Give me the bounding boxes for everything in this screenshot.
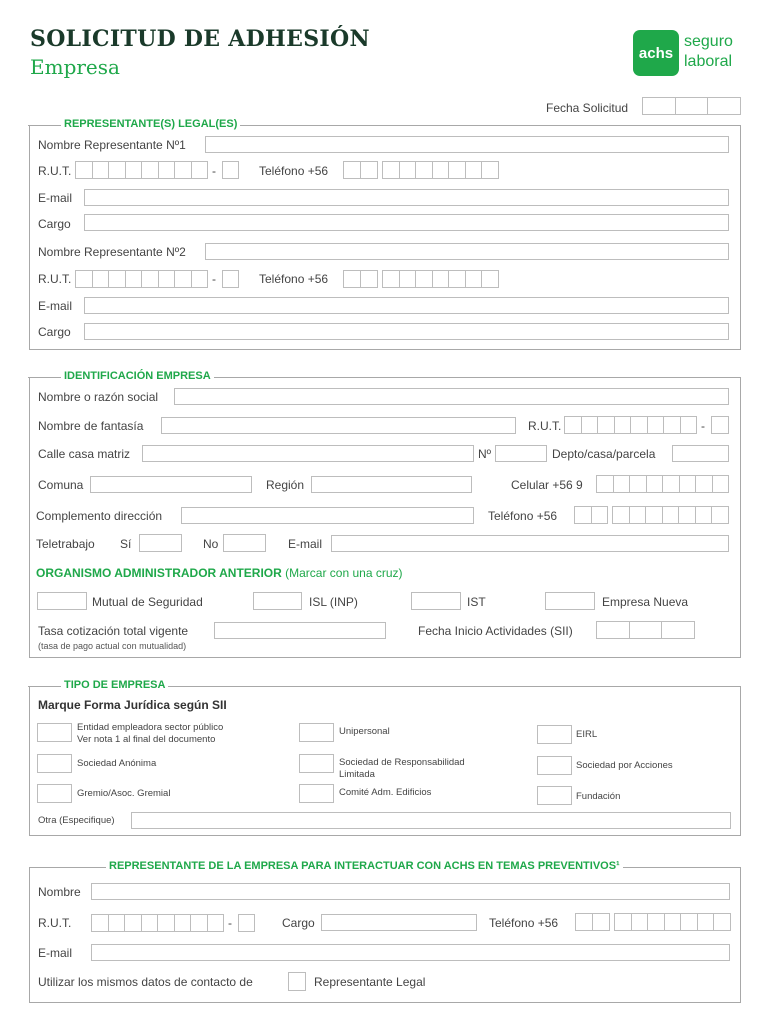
telefono-rep-2-area-input[interactable]: [343, 270, 378, 288]
achs-logo: achs: [633, 30, 679, 76]
rut-rep-2-input[interactable]: [75, 270, 208, 288]
publico-checkbox[interactable]: [37, 723, 72, 742]
region-input[interactable]: [311, 476, 472, 493]
rut-dash: -: [228, 916, 232, 930]
section-legend: TIPO DE EMPRESA: [61, 679, 168, 691]
telefono-preventivo-area-input[interactable]: [575, 913, 610, 931]
email-rep-1-label: E-mail: [38, 191, 73, 205]
eirl-label: EIRL: [576, 729, 598, 740]
rut-dash: -: [212, 272, 216, 286]
email-empresa-label: E-mail: [288, 537, 323, 551]
rut-rep-1-label: R.U.T.: [38, 164, 72, 178]
publico-label-line2: Ver nota 1 al final del documento: [77, 734, 216, 745]
tasa-hint: (tasa de pago actual con mutualidad): [38, 641, 187, 651]
telefono-empresa-label: Teléfono +56: [488, 509, 558, 523]
teletrabajo-si-label: Sí: [120, 537, 132, 551]
nombre-preventivo-label: Nombre: [38, 885, 81, 899]
fantasia-label: Nombre de fantasía: [38, 419, 144, 433]
complemento-label: Complemento dirección: [36, 509, 163, 523]
unipersonal-label: Unipersonal: [339, 726, 390, 737]
rut-rep-2-label: R.U.T.: [38, 272, 72, 286]
fundacion-label: Fundación: [576, 791, 621, 802]
rut-rep-1-input[interactable]: [75, 161, 208, 179]
numero-input[interactable]: [495, 445, 547, 462]
rut-preventivo-label: R.U.T.: [38, 916, 72, 930]
acciones-checkbox[interactable]: [537, 756, 572, 775]
email-preventivo-input[interactable]: [91, 944, 730, 961]
celular-label: Celular +56 9: [511, 478, 583, 492]
cargo-preventivo-label: Cargo: [282, 916, 315, 930]
rut-preventivo-input[interactable]: [91, 914, 224, 932]
depto-input[interactable]: [672, 445, 729, 462]
mismos-datos-label: Utilizar los mismos datos de contacto de: [38, 975, 253, 989]
form-title: SOLICITUD DE ADHESIÓN: [30, 26, 370, 52]
logo-line-2: laboral: [684, 53, 733, 70]
teletrabajo-label: Teletrabajo: [36, 537, 95, 551]
teletrabajo-si-checkbox[interactable]: [139, 534, 182, 552]
limitada-label: [339, 757, 465, 781]
representante-legal-label: Representante Legal: [314, 975, 426, 989]
region-label: Región: [266, 478, 305, 492]
rut-empresa-dv-input[interactable]: [711, 416, 729, 434]
fantasia-input[interactable]: [161, 417, 516, 434]
otra-input[interactable]: [131, 812, 731, 829]
tasa-input[interactable]: [214, 622, 386, 639]
tipo-heading: Marque Forma Jurídica según SII: [38, 698, 227, 712]
gremio-label: Gremio/Asoc. Gremial: [77, 788, 171, 799]
cargo-rep-1-label: Cargo: [38, 217, 71, 231]
fecha-inicio-input[interactable]: [596, 621, 695, 639]
nombre-rep-1-input[interactable]: [205, 136, 729, 153]
limitada-checkbox[interactable]: [299, 754, 334, 773]
telefono-rep-1-input[interactable]: [382, 161, 499, 179]
comite-label: Comité Adm. Edificios: [339, 787, 432, 798]
depto-label: Depto/casa/parcela: [552, 447, 656, 461]
limitada-label-line1: Sociedad de Responsabilidad: [339, 757, 465, 768]
ist-checkbox[interactable]: [411, 592, 461, 610]
razon-social-input[interactable]: [174, 388, 729, 405]
telefono-rep-1-area-input[interactable]: [343, 161, 378, 179]
organismo-heading-text: ORGANISMO ADMINISTRADOR ANTERIOR: [36, 566, 282, 580]
cargo-rep-2-label: Cargo: [38, 325, 71, 339]
email-rep-2-label: E-mail: [38, 299, 73, 313]
rut-empresa-input[interactable]: [564, 416, 697, 434]
section-legend: REPRESENTANTE DE LA EMPRESA PARA INTERACTUAR CON ACHS EN TEMAS PREVENTIVOS¹: [106, 860, 623, 872]
limitada-label-line2: Limitada: [339, 769, 375, 780]
cargo-rep-2-input[interactable]: [84, 323, 729, 340]
comuna-label: Comuna: [38, 478, 84, 492]
rut-empresa-label: R.U.T.: [528, 419, 562, 433]
nombre-rep-2-input[interactable]: [205, 243, 729, 260]
comuna-input[interactable]: [90, 476, 252, 493]
anonima-label: Sociedad Anónima: [77, 758, 157, 769]
calle-input[interactable]: [142, 445, 474, 462]
fecha-solicitud-label: Fecha Solicitud: [546, 101, 629, 115]
rut-preventivo-dv-input[interactable]: [238, 914, 255, 932]
rut-rep-2-dv-input[interactable]: [222, 270, 239, 288]
isl-checkbox[interactable]: [253, 592, 302, 610]
empresa-nueva-label: Empresa Nueva: [602, 595, 689, 609]
section-legend: IDENTIFICACIÓN EMPRESA: [61, 370, 214, 382]
telefono-empresa-input[interactable]: [612, 506, 729, 524]
ist-label: IST: [467, 595, 486, 609]
cargo-preventivo-input[interactable]: [321, 914, 477, 931]
nombre-rep-2-label: Nombre Representante Nº2: [38, 245, 186, 259]
form-subtitle: Empresa: [30, 55, 120, 79]
teletrabajo-no-checkbox[interactable]: [223, 534, 266, 552]
section-legend: REPRESENTANTE(S) LEGAL(ES): [61, 118, 240, 130]
tasa-label: Tasa cotización total vigente: [38, 624, 189, 638]
fecha-solicitud-input[interactable]: [642, 97, 741, 115]
organismo-heading: [36, 566, 403, 580]
complemento-input[interactable]: [181, 507, 474, 524]
mutual-checkbox[interactable]: [37, 592, 87, 610]
eirl-checkbox[interactable]: [537, 725, 572, 744]
telefono-preventivo-input[interactable]: [614, 913, 731, 931]
publico-label: [77, 722, 223, 746]
celular-input[interactable]: [596, 475, 729, 493]
cargo-rep-1-input[interactable]: [84, 214, 729, 231]
gremio-checkbox[interactable]: [37, 784, 72, 803]
publico-label-line1: Entidad empleadora sector público: [77, 722, 224, 733]
fundacion-checkbox[interactable]: [537, 786, 572, 805]
email-rep-1-input[interactable]: [84, 189, 729, 206]
logo-tagline: [684, 32, 733, 72]
rut-rep-1-dv-input[interactable]: [222, 161, 239, 179]
comite-checkbox[interactable]: [299, 784, 334, 803]
telefono-rep-2-input[interactable]: [382, 270, 499, 288]
otra-label: Otra (Especifique): [38, 815, 115, 826]
mismos-datos-checkbox[interactable]: [288, 972, 306, 991]
telefono-rep-1-label: Teléfono +56: [259, 164, 329, 178]
unipersonal-checkbox[interactable]: [299, 723, 334, 742]
mutual-label: Mutual de Seguridad: [92, 595, 203, 609]
rut-dash: -: [701, 419, 705, 433]
section-representantes-legales: [29, 118, 741, 350]
telefono-empresa-area-input[interactable]: [574, 506, 608, 524]
email-preventivo-label: E-mail: [38, 946, 73, 960]
rut-dash: -: [212, 164, 216, 178]
calle-label: Calle casa matriz: [38, 447, 131, 461]
numero-label: Nº: [478, 447, 492, 461]
email-empresa-input[interactable]: [331, 535, 729, 552]
empresa-nueva-checkbox[interactable]: [545, 592, 595, 610]
organismo-hint: (Marcar con una cruz): [285, 566, 403, 580]
email-rep-2-input[interactable]: [84, 297, 729, 314]
nombre-rep-1-label: Nombre Representante Nº1: [38, 138, 186, 152]
nombre-preventivo-input[interactable]: [91, 883, 730, 900]
logo-line-1: seguro: [684, 33, 733, 50]
razon-social-label: Nombre o razón social: [38, 390, 159, 404]
isl-label: ISL (INP): [309, 595, 358, 609]
fecha-inicio-label: Fecha Inicio Actividades (SII): [418, 624, 573, 638]
telefono-rep-2-label: Teléfono +56: [259, 272, 329, 286]
telefono-preventivo-label: Teléfono +56: [489, 916, 559, 930]
teletrabajo-no-label: No: [203, 537, 219, 551]
acciones-label: Sociedad por Acciones: [576, 760, 673, 771]
anonima-checkbox[interactable]: [37, 754, 72, 773]
